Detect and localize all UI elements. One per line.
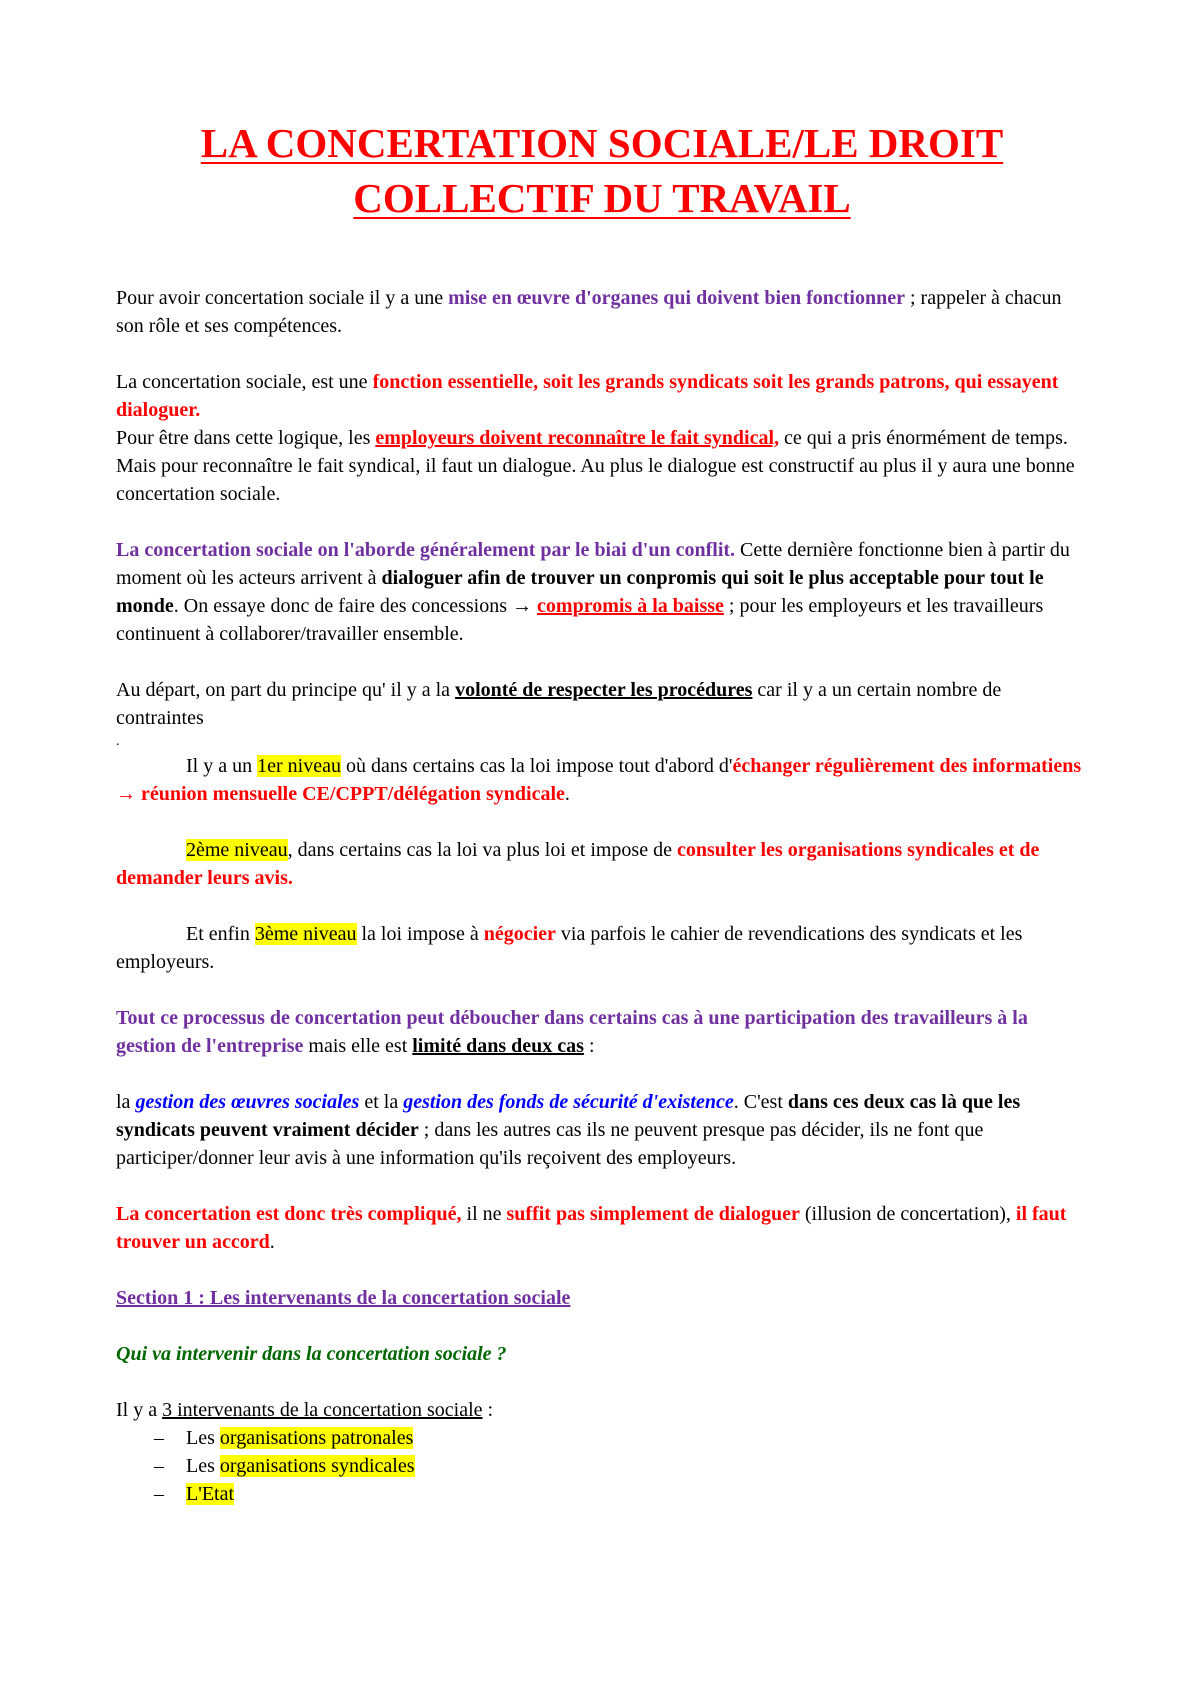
dash-bullet: – [154,1427,164,1449]
text-run: . C'est [733,1091,788,1113]
text-run: . [564,783,570,805]
emphasis-red: La concertation est donc très compliqué, [116,1203,462,1225]
section-heading: Section 1 : Les intervenants de la concertation sociale [116,1287,571,1309]
text-run: car il y a un certain nombre de contraintes [116,679,1002,729]
text-run: (illusion de concertation), [799,1203,1016,1225]
section-question: Qui va intervenir dans la concertation sociale ? [116,1343,507,1365]
paragraph-5 [116,676,1088,732]
emphasis-purple: mise en œuvre d'organes qui doivent bien fonctionner [448,287,905,309]
emphasis-red-underline: compromis à la baisse [537,595,724,617]
paragraph-11 [116,1200,1088,1256]
list-item [116,1424,1088,1452]
text-run: la [116,1091,136,1113]
text-run: mais elle est [303,1035,413,1057]
dash-bullet: – [154,1455,164,1477]
stray-dot: . [116,734,120,749]
highlight: organisations syndicales [219,1455,415,1477]
paragraph-4 [116,536,1088,648]
text-run: . On essaye donc de faire des concessions → [173,595,538,617]
text-run: Il y a [116,1399,163,1421]
emphasis-red: suffit pas simplement de dialoguer [506,1203,800,1225]
title-line-2: COLLECTIF DU TRAVAIL [353,175,851,221]
list-item [116,1480,1088,1508]
emphasis-blue-italic: gestion des fonds de sécurité d'existence [403,1091,734,1113]
text-run: . [269,1231,275,1253]
highlight: 3ème niveau [254,923,357,945]
text-run: : [583,1035,595,1057]
list-item [116,1452,1088,1480]
paragraph-1 [116,284,1088,340]
text-run: Les [186,1427,220,1449]
highlight: 1er niveau [257,755,341,777]
text-run: où dans certains cas la loi impose tout d'abord d' [340,755,733,777]
dash-bullet: – [154,1483,164,1505]
emphasis-red: négocier [483,923,556,945]
emphasis-bold: dans ces deux cas là que les syndicats peuvent vraiment décider [116,1091,1021,1141]
text-run: via parfois le cahier de revendications des syndicats et les employeurs. [116,923,1023,973]
emphasis-purple: La concertation sociale on l'aborde généralement par le biai d'un conflit. [116,539,736,561]
text-run: Pour avoir concertation sociale il y a une [116,287,449,309]
text-run: ; rappeler à chacun son rôle et ses compétences. [116,287,1062,337]
text-run: La concertation sociale, est une [116,371,373,393]
text-run: Et enfin [186,923,255,945]
intervenants-intro [116,1396,1088,1424]
paragraph-3 [116,424,1088,508]
text-run: Au départ, on part du principe qu' il y a la [116,679,456,701]
text-run: et la [359,1091,404,1113]
emphasis-red-underline: employeurs doivent reconnaître le fait syndical, [375,427,780,449]
text-run: Il y a un [186,755,258,777]
emphasis-purple: Tout ce processus de concertation peut déboucher dans certains cas à une participation des travailleurs à la gestion de l'entreprise [116,1007,1028,1057]
document-title [116,116,1088,226]
emphasis-red: fonction essentielle, soit les grands syndicats soit les grands patrons, qui essayent dialoguer. [116,371,1059,421]
intervenants-list [116,1424,1088,1508]
emphasis-red: échanger régulièrement des informatiens → réunion mensuelle CE/CPPT/délégation syndicale [116,755,1082,805]
emphasis-bold-underline: limité dans deux cas [412,1035,584,1057]
title-line-1: LA CONCERTATION SOCIALE/LE DROIT [200,120,1004,166]
text-run: Cette dernière fonctionne bien à partir du moment où les acteurs arrivent à [116,539,1070,589]
text-run: ; dans les autres cas ils ne peuvent presque pas décider, ils ne font que participer/donner leur avis à une information qu'ils reçoivent des employeurs. [116,1119,984,1169]
text-run: : [482,1399,494,1421]
text-run: ; pour les employeurs et les travailleurs continuent à collaborer/travailler ensemble. [116,595,1044,645]
text-run: ce qui a pris énormément de temps. Mais pour reconnaître le fait syndical, il faut un dialogue. Au plus le dialogue est constructif au plus il y aura une bonne concertation sociale. [116,427,1075,505]
emphasis-blue-italic: gestion des œuvres sociales [135,1091,360,1113]
highlight: L'Etat [186,1483,235,1505]
paragraph-9 [116,1004,1088,1060]
emphasis-red: consulter les organisations syndicales et de demander leurs avis. [116,839,1040,889]
emphasis-bold-underline: volonté de respecter les procédures [455,679,753,701]
paragraph-10 [116,1088,1088,1172]
text-run: Pour être dans cette logique, les [116,427,376,449]
paragraph-level-1 [116,752,1088,808]
underlined-text: 3 intervenants de la concertation sociale [162,1399,483,1421]
paragraph-2 [116,368,1088,424]
emphasis-bold: dialoguer afin de trouver un conpromis qui soit le plus acceptable pour tout le monde [116,567,1044,617]
highlight: 2ème niveau [186,839,288,861]
highlight: organisations patronales [219,1427,414,1449]
text-run: il ne [461,1203,507,1225]
text-run: la loi impose à [356,923,484,945]
paragraph-level-3 [116,920,1088,976]
text-run: , dans certains cas la loi va plus loi et impose de [287,839,677,861]
text-run: Les [186,1455,220,1477]
emphasis-red: il faut trouver un accord [116,1203,1067,1253]
paragraph-level-2 [116,836,1088,892]
